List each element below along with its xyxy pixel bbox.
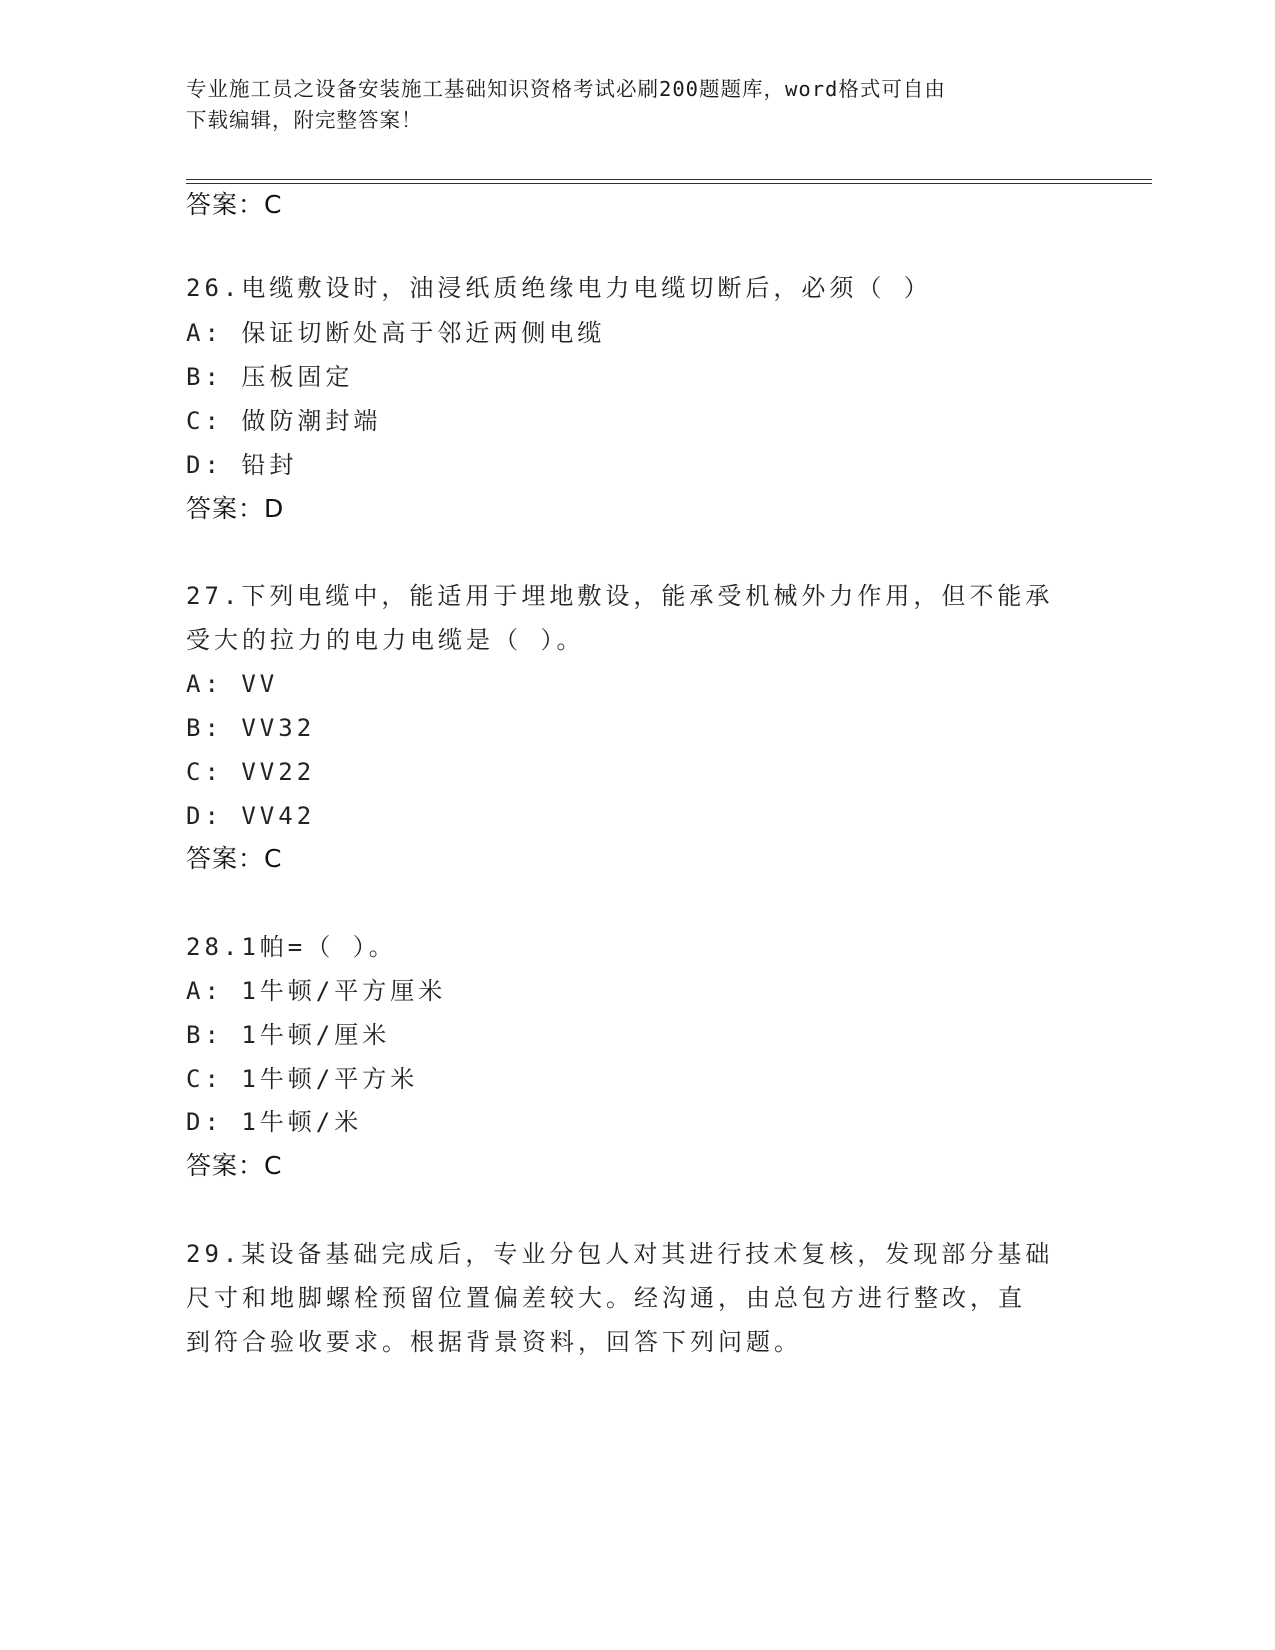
question-29-stem-line-3: 到符合验收要求。根据背景资料，回答下列问题。 [186, 1328, 802, 1356]
header-title-line-2: 下载编辑，附完整答案！ [186, 108, 423, 132]
question-28-stem: 28.1帕=（ ）。 [186, 933, 397, 961]
question-28-option-a: A: 1牛顿/平方厘米 [186, 977, 447, 1005]
question-26-stem: 26.电缆敷设时，油浸纸质绝缘电力电缆切断后，必须（ ） [186, 274, 932, 302]
document-header [186, 74, 1066, 136]
header-rule-top [186, 179, 1152, 180]
question-27-stem-line-1: 27.下列电缆中，能适用于埋地敷设，能承受机械外力作用，但不能承 [186, 582, 1054, 610]
question-27-option-d: D: VV42 [186, 802, 316, 830]
question-28-option-b: B: 1牛顿/厘米 [186, 1021, 391, 1049]
header-title-line-1: 专业施工员之设备安装施工基础知识资格考试必刷200题题库，word格式可自由 [186, 77, 946, 101]
header-rule-bottom [186, 183, 1152, 184]
question-26-option-c: C: 做防潮封端 [186, 407, 382, 435]
question-27-option-b: B: VV32 [186, 714, 316, 742]
question-27-stem-line-2: 受大的拉力的电力电缆是（ ）。 [186, 626, 585, 654]
question-29-stem-line-2: 尺寸和地脚螺栓预留位置偏差较大。经沟通，由总包方进行整改，直 [186, 1284, 1026, 1312]
question-26-option-b: B: 压板固定 [186, 363, 354, 391]
question-28-answer: 答案：C [186, 1151, 283, 1180]
question-27-answer: 答案：C [186, 844, 283, 873]
question-27-option-c: C: VV22 [186, 758, 316, 786]
question-28-option-d: D: 1牛顿/米 [186, 1108, 363, 1136]
question-28-option-c: C: 1牛顿/平方米 [186, 1065, 419, 1093]
question-29-stem-line-1: 29.某设备基础完成后，专业分包人对其进行技术复核，发现部分基础 [186, 1240, 1054, 1268]
question-26-answer: 答案：D [186, 494, 285, 523]
question-26-option-d: D: 铅封 [186, 451, 298, 479]
answer-prev: 答案：C [186, 190, 283, 219]
question-27-option-a: A: VV [186, 670, 279, 698]
question-26-option-a: A: 保证切断处高于邻近两侧电缆 [186, 319, 606, 347]
